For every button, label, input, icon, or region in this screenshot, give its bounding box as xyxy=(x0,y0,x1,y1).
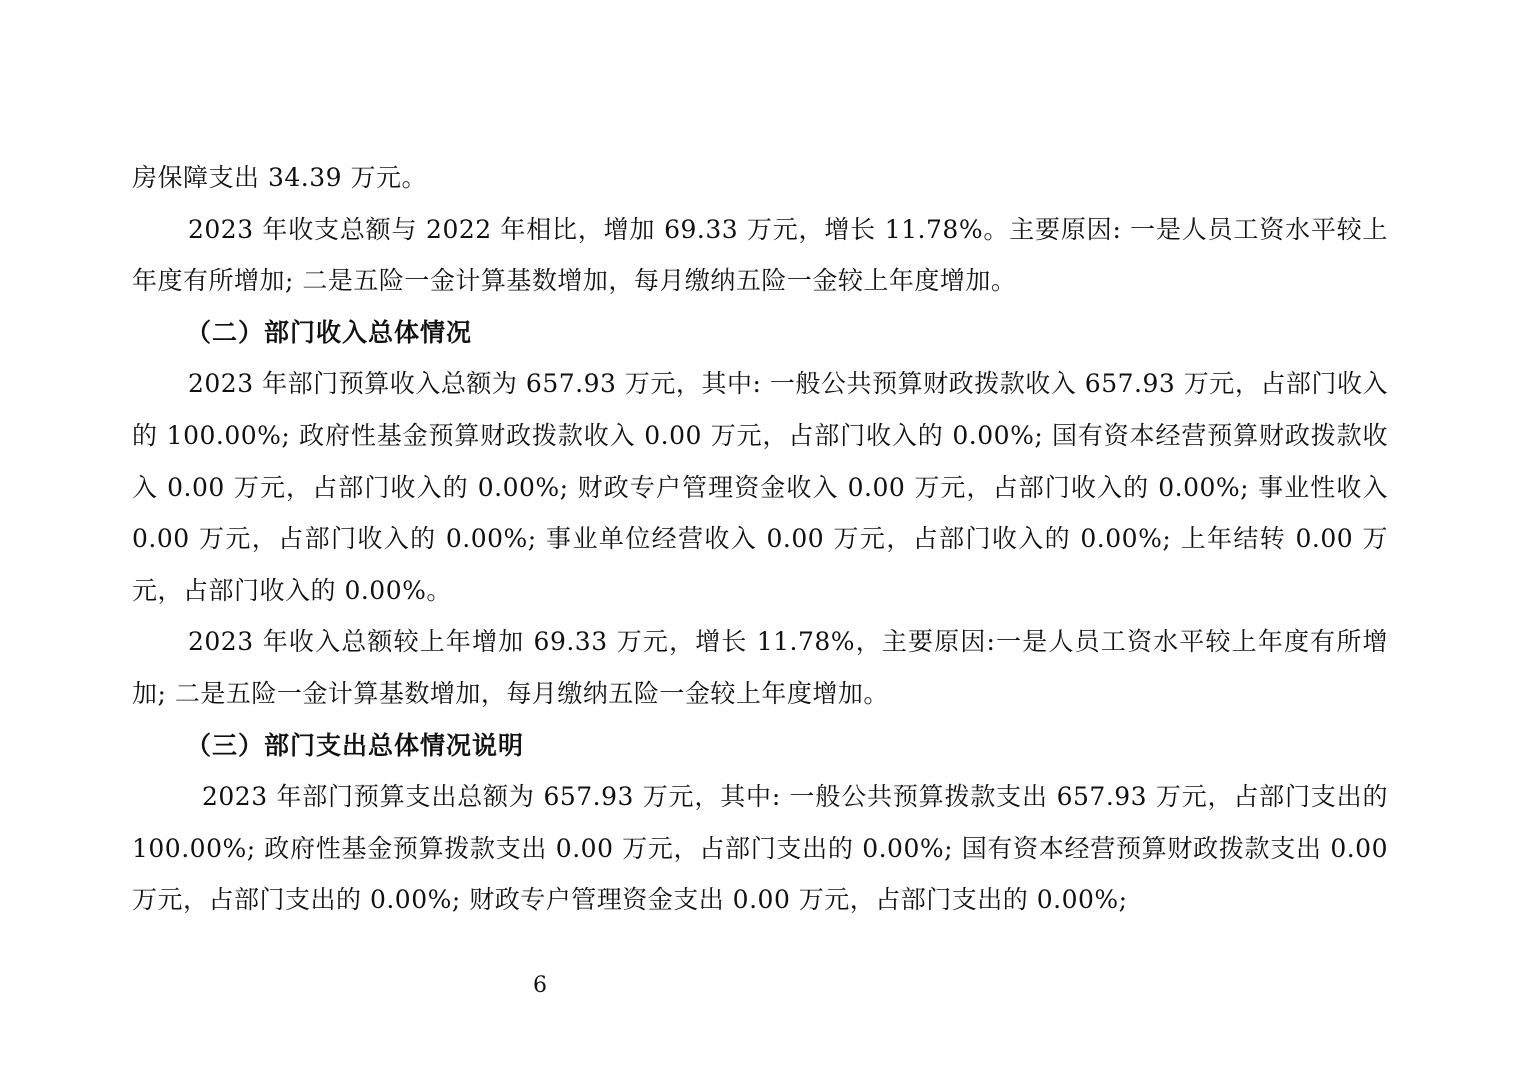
paragraph-total-comparison: 2023 年收支总额与 2022 年相比，增加 69.33 万元，增长 11.78%。主要原因: 一是人员工资水平较上年度有所增加; 二是五险一金计算基数增加，每月缴纳五险一金较上年度增加。 xyxy=(132,214,1388,296)
section-heading-income: （二）部门收入总体情况 xyxy=(186,317,473,347)
paragraph-income-comparison: 2023 年收入总额较上年增加 69.33 万元，增长 11.78%，主要原因:一是人员工资水平较上年度有所增加; 二是五险一金计算基数增加，每月缴纳五险一金较上年度增加。 xyxy=(132,627,1388,708)
paragraph-expenditure-breakdown: 2023 年部门预算支出总额为 657.93 万元，其中: 一般公共预算拨款支出 657.93 万元，占部门支出的 100.00%; 政府性基金预算拨款支出 0.00 万元，占部门支出的 0.00%; 国有资本经营预算财政拨款支出 0.00 万元，占部门支出的 0.00%; 财政专户管理资金支出 0.00 万元，占部门支出的 0.00%; xyxy=(132,782,1388,915)
page-number: 6 xyxy=(533,973,547,998)
paragraph-housing-expense: 房保障支出 34.39 万元。 xyxy=(132,163,427,192)
document-body xyxy=(132,152,1388,926)
section-heading-expenditure: （三）部门支出总体情况说明 xyxy=(186,730,525,760)
paragraph-income-breakdown: 2023 年部门预算收入总额为 657.93 万元，其中: 一般公共预算财政拨款收入 657.93 万元，占部门收入的 100.00%; 政府性基金预算财政拨款收入 0.00 万元，占部门收入的 0.00%; 国有资本经营预算财政拨款收入 0.00 万元，占部门收入的 0.00%; 财政专户管理资金收入 0.00 万元，占部门收入的 0.00%; 事业性收入 0.00 万元，占部门收入的 0.00%; 事业单位经营收入 0.00 万元，占部门收入的 0.00%; 上年结转 0.00 万元，占部门收入的 0.00%。 xyxy=(132,369,1388,605)
